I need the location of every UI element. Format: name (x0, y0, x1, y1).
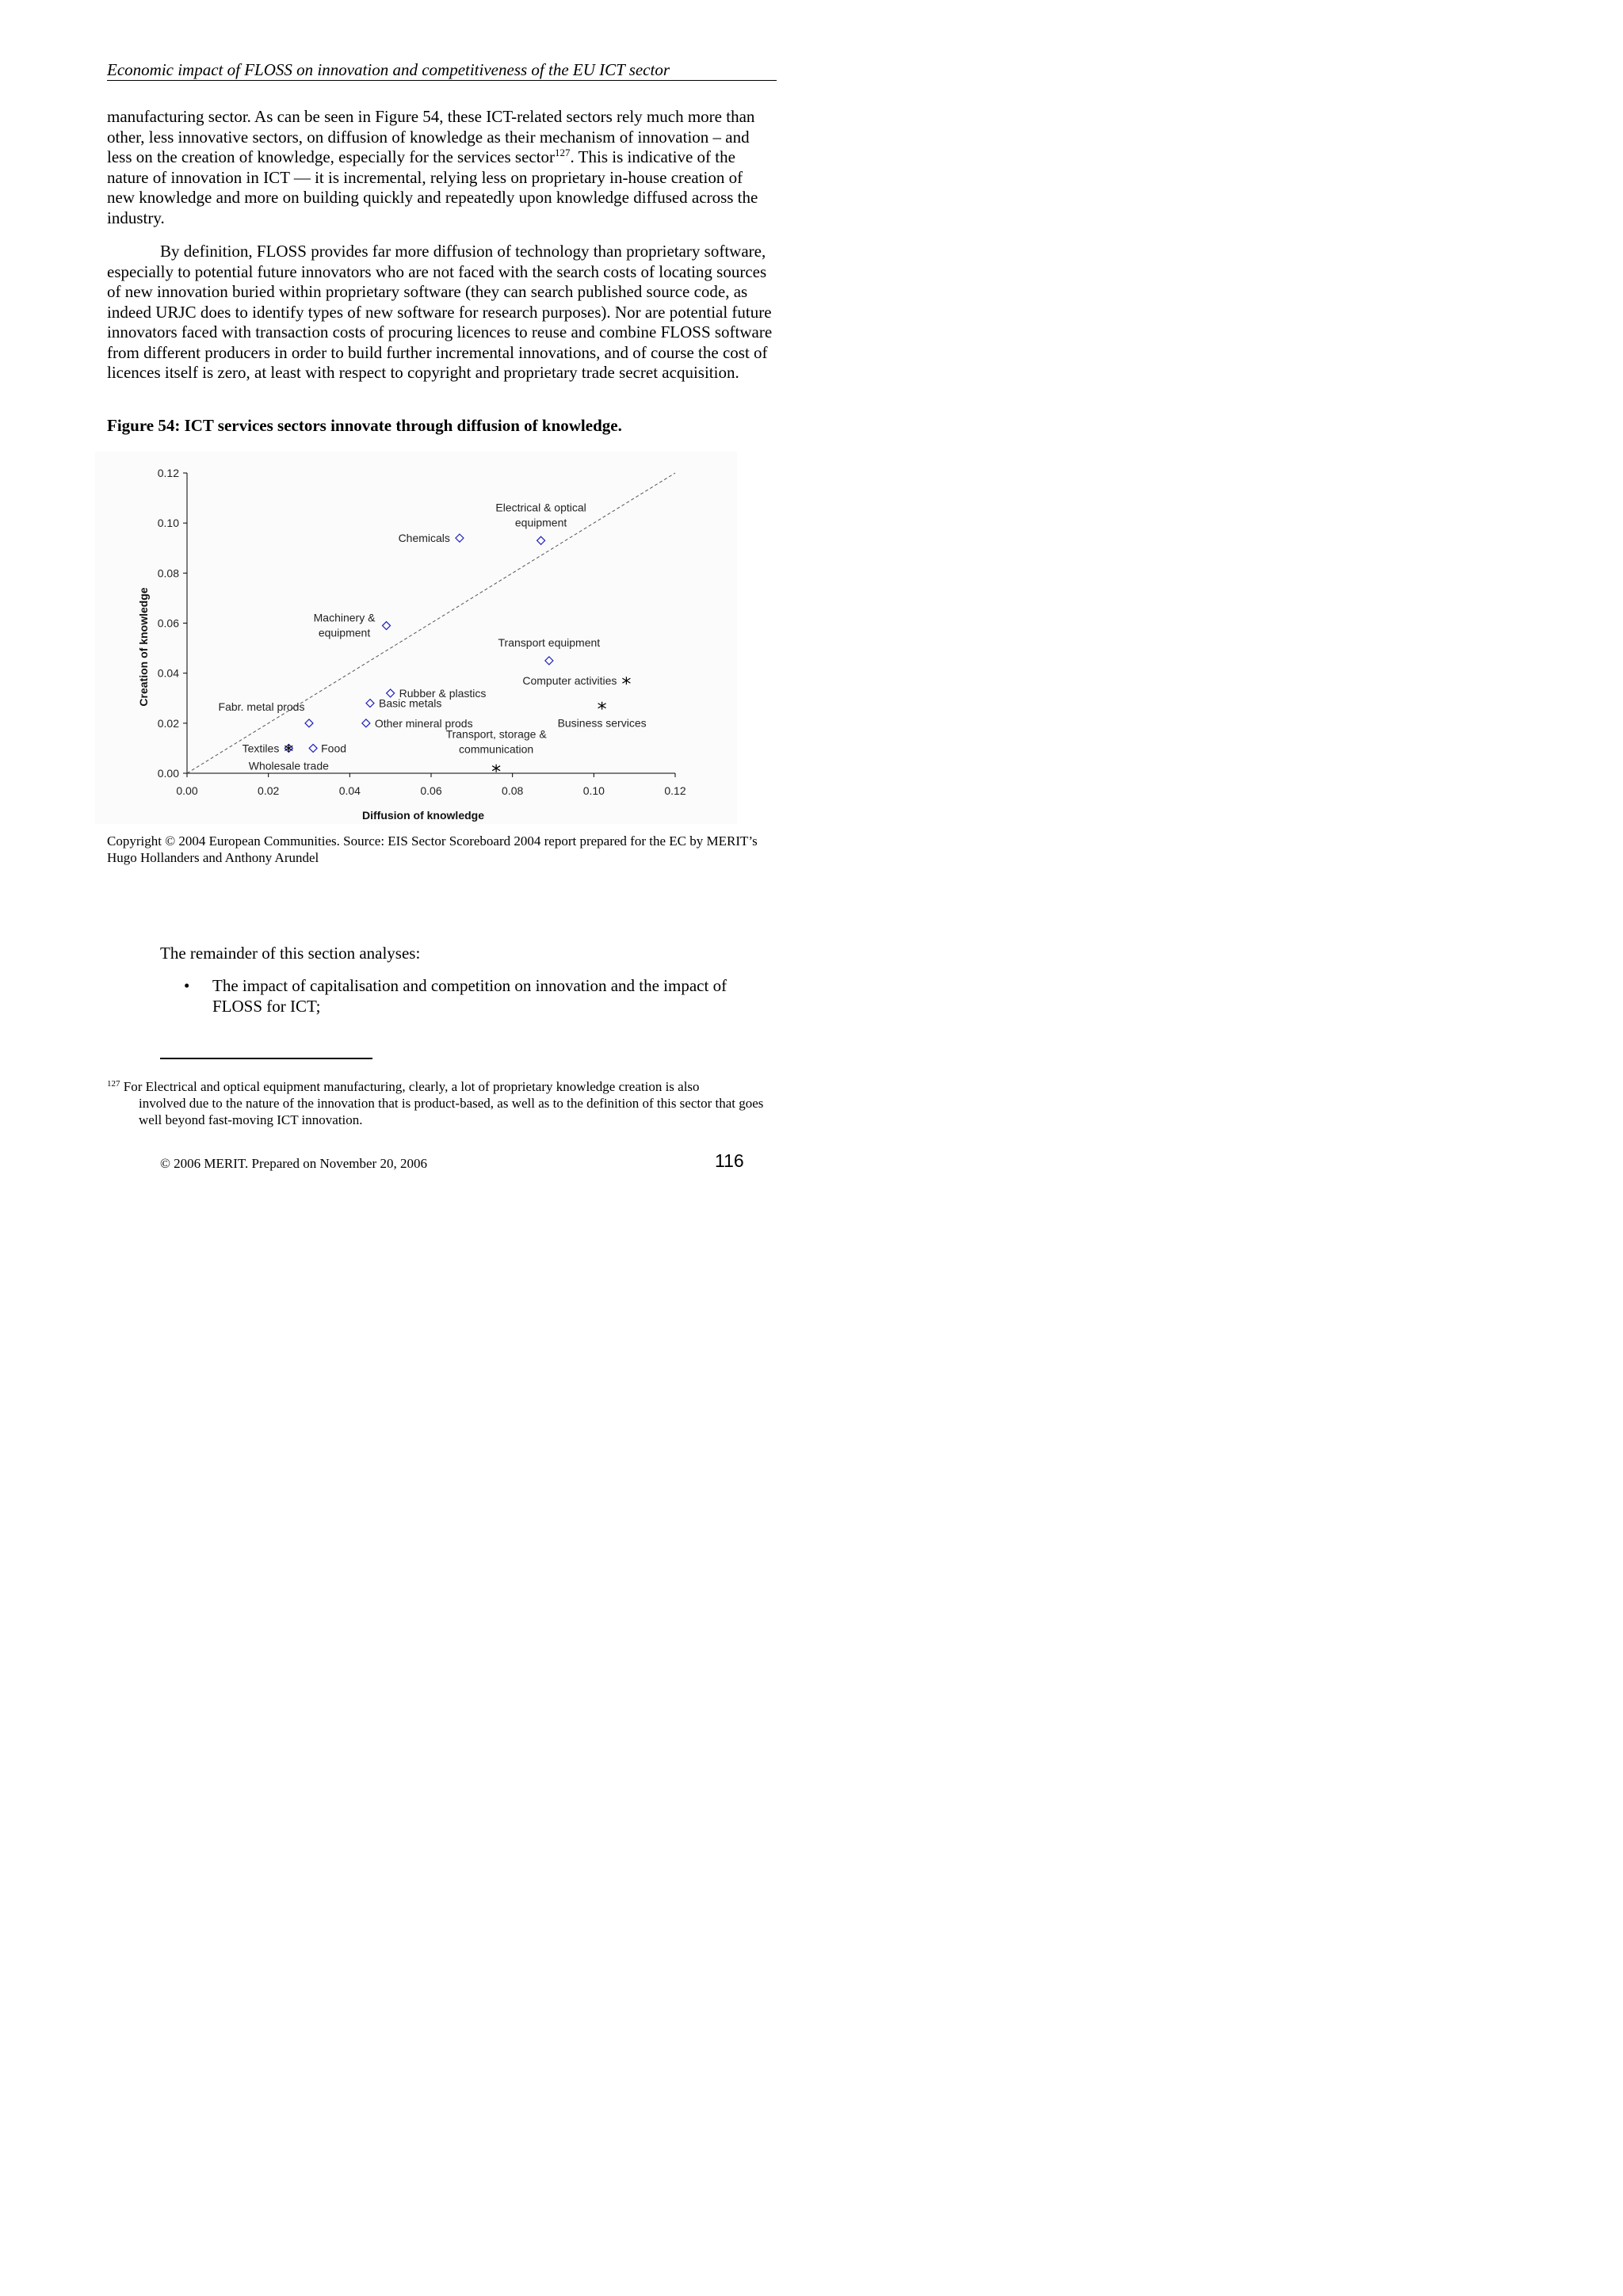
data-label: Wholesale trade (248, 759, 329, 772)
figure-source-note: Copyright © 2004 European Communities. Source: EIS Sector Scoreboard 2004 report prepared for the EC by MERIT’s Hugo Hollanders and Anthony Arundel (107, 833, 758, 865)
data-label: Transport equipment (498, 635, 601, 649)
data-label: Machinery & (313, 611, 376, 624)
y-tick-label: 0.10 (157, 517, 179, 530)
data-label: Basic metals (379, 696, 442, 710)
paragraph-text: . This is indicative of the nature of innovation in ICT — it is incremental, relying less on proprietary in-house creation of new knowledge and more on building quickly and repeatedly upon knowledge diffused across the industry. (107, 147, 758, 227)
paragraph-text: manufacturing sector. As can be seen in Figure 54, these ICT-related sectors rely much more than other, less innovative sectors, on diffusion of knowledge as their mechanism of innovation – and less on the creation of knowledge, especially for the services sector (107, 107, 755, 166)
x-tick-label: 0.08 (502, 784, 524, 797)
data-label: Chemicals (398, 532, 450, 545)
x-tick-label: 0.00 (176, 784, 198, 797)
data-label: Fabr. metal prods (218, 700, 305, 713)
data-point-asterisk (492, 765, 500, 772)
data-label: communication (459, 742, 534, 756)
data-point-diamond (387, 689, 395, 697)
footer-copyright: © 2006 MERIT. Prepared on November 20, 2006 (160, 1156, 427, 1171)
footnote-text-rest: involved due to the nature of the innovation that is product-based, as well as to the definition of this sector that goes well beyond fast-moving ICT innovation. (139, 1096, 764, 1127)
bullet-text: The impact of capitalisation and competition on innovation and the impact of FLOSS for ICT; (212, 976, 727, 1016)
section-intro: The remainder of this section analyses: (160, 944, 421, 963)
footnote-text-first: For Electrical and optical equipment manufacturing, clearly, a lot of proprietary knowledge creation is also (123, 1079, 700, 1094)
x-axis-title: Diffusion of knowledge (362, 809, 484, 822)
page-number: 116 (715, 1150, 744, 1171)
footnote (107, 1078, 777, 1128)
running-header: Economic impact of FLOSS on innovation and competitiveness of the EU ICT sector (107, 59, 777, 81)
data-label: Textiles (242, 742, 280, 755)
data-point-diamond (456, 534, 464, 542)
x-tick-label: 0.10 (582, 784, 605, 797)
x-tick-label: 0.06 (420, 784, 442, 797)
data-point-diamond (362, 719, 370, 727)
data-label: Electrical & optical (495, 501, 586, 514)
footnote-separator (160, 1058, 372, 1059)
bullet-item (160, 976, 774, 1016)
data-label: Other mineral prods (374, 716, 473, 730)
data-point-asterisk (598, 702, 606, 710)
y-tick-label: 0.02 (157, 716, 179, 730)
data-point-diamond (537, 536, 545, 544)
chart-canvas (95, 452, 737, 824)
data-point-diamond (366, 700, 374, 707)
data-label: Business services (557, 716, 647, 730)
body-paragraph-2: By definition, FLOSS provides far more diffusion of technology than proprietary software, especially to potential future innovators who are not faced with the search costs of locating sources of new innovation buried within proprietary software (they can search published source code, as indeed URJC does to identify types of new software for research purposes). Nor are potential future innovators faced with transaction costs of procuring licences to reuse and combine FLOSS software from different producers in order to build further incremental innovations, and of course the cost of licences itself is zero, at least with respect to copyright and proprietary trade secret acquisition. (107, 242, 773, 382)
data-label: Transport, storage & (445, 727, 547, 741)
data-label: equipment (318, 626, 371, 639)
data-point-asterisk (285, 744, 292, 752)
data-point-diamond (545, 657, 553, 665)
data-label: Rubber & plastics (399, 686, 487, 700)
data-point-asterisk (622, 677, 630, 685)
data-label: Computer activities (522, 674, 617, 688)
y-tick-label: 0.06 (157, 616, 179, 630)
body-paragraph-1 (107, 107, 773, 228)
y-tick-label: 0.12 (157, 467, 179, 479)
figure-caption: Figure 54: ICT services sectors innovate through diffusion of knowledge. (107, 416, 622, 435)
x-tick-label: 0.04 (338, 784, 361, 797)
footnote-number: 127 (107, 1079, 120, 1089)
footnote-reference[interactable]: 127 (555, 147, 571, 158)
data-point-diamond (383, 622, 391, 630)
data-label: equipment (514, 516, 567, 529)
data-label: Food (321, 742, 347, 755)
y-tick-label: 0.00 (157, 767, 179, 780)
data-point-diamond (305, 719, 313, 727)
y-tick-label: 0.08 (157, 566, 179, 580)
data-point-diamond (309, 744, 317, 752)
bullet-marker: • (184, 976, 190, 995)
bullet-list (160, 976, 774, 1016)
scatter-chart (95, 452, 737, 824)
y-tick-label: 0.04 (157, 666, 179, 680)
x-tick-label: 0.02 (258, 784, 280, 797)
y-axis-title: Creation of knowledge (137, 587, 150, 707)
x-tick-label: 0.12 (664, 784, 686, 797)
